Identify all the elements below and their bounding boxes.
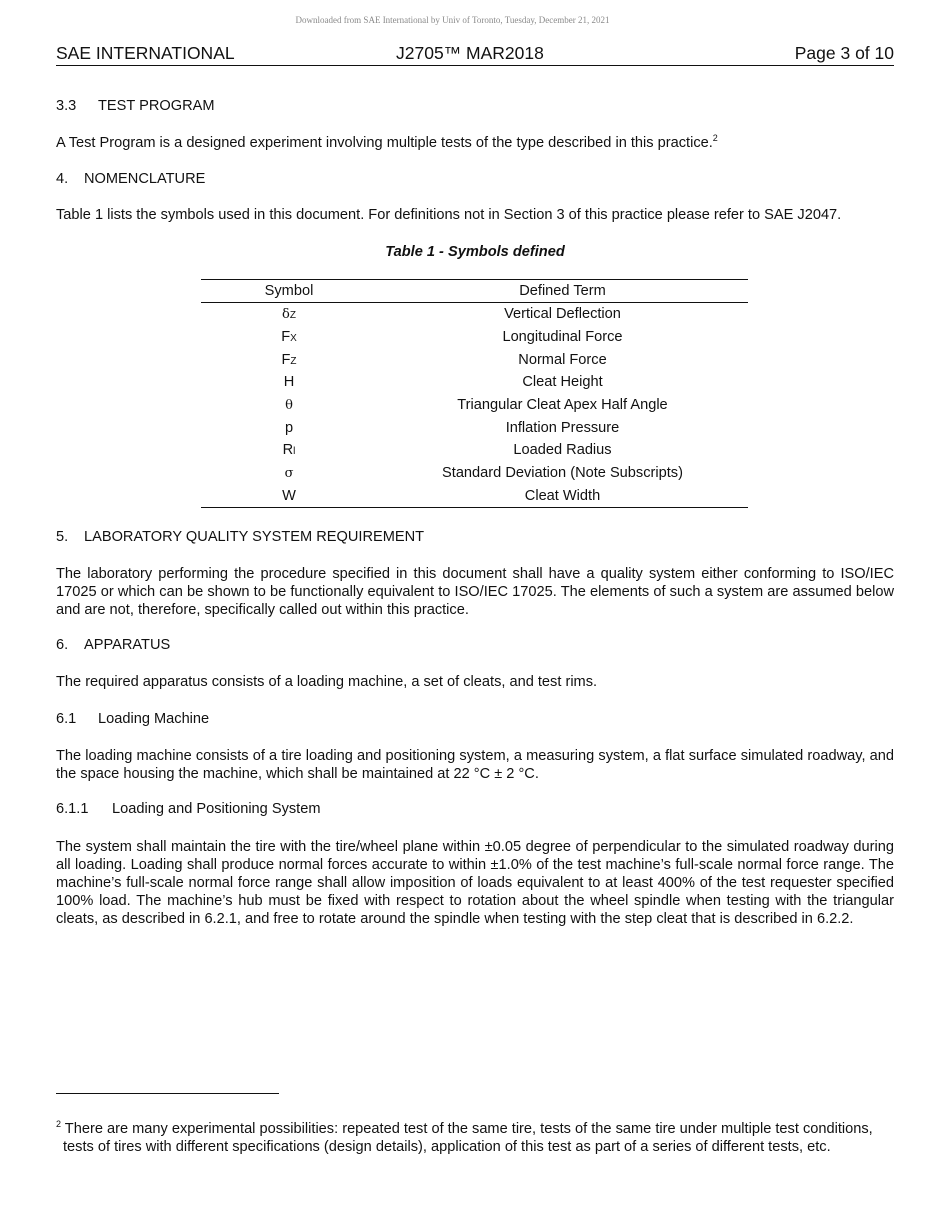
- section-title: Loading Machine: [98, 711, 210, 727]
- paragraph-text: A Test Program is a designed experiment involving multiple tests of the type described in this practice.: [56, 135, 713, 151]
- section-number: 6.1.1: [56, 801, 89, 817]
- section-number: 3.3: [56, 98, 77, 114]
- symbol-cell: [201, 371, 377, 394]
- footnote-text: There are many experimental possibilities: repeated test of the same tire, tests of the same tire under multiple test conditions, tests of tires with different specifications (design details), application of this test as part of a series of different tests, etc.: [61, 1121, 873, 1155]
- footnote: [56, 1120, 894, 1156]
- symbol-glyph: θ: [285, 398, 293, 414]
- symbol-cell: [201, 485, 377, 508]
- term-cell: Cleat Height: [522, 374, 603, 391]
- symbol-glyph: p: [284, 419, 294, 436]
- section-5-body: The laboratory performing the procedure specified in this document shall have a quality system either conforming to ISO/IEC 17025 or which can be shown to be functionally equivalent to ISO/IEC 17025. The elements of such a system are assumed below and are not, therefore, specifically called out within this practice.: [56, 566, 894, 618]
- section-6-body: The required apparatus consists of a loading machine, a set of cleats, and test rims.: [56, 674, 598, 690]
- section-number: 5.: [56, 529, 69, 545]
- symbols-table: [201, 279, 748, 508]
- symbol-cell: [201, 394, 377, 417]
- term-cell: Triangular Cleat Apex Half Angle: [457, 397, 668, 414]
- header-page-number: Page 3 of 10: [794, 43, 894, 63]
- symbol-subscript: Z: [289, 310, 296, 322]
- symbol-cell: [201, 303, 377, 326]
- section-number: 4.: [56, 171, 69, 187]
- table-row: [201, 462, 748, 485]
- section-title: LABORATORY QUALITY SYSTEM REQUIREMENT: [84, 529, 425, 545]
- table-row: [201, 485, 748, 508]
- table-header-symbol: Symbol: [201, 280, 377, 303]
- symbol-cell: [201, 416, 377, 439]
- term-cell: Cleat Width: [377, 485, 748, 508]
- section-title: NOMENCLATURE: [84, 171, 206, 187]
- section-3-3-heading: [56, 98, 215, 114]
- symbol-glyph: δ: [282, 307, 290, 323]
- term-cell: Standard Deviation (Note Subscripts): [442, 465, 683, 482]
- symbol-cell: [201, 462, 377, 485]
- section-6-1-1-body: The system shall maintain the tire with the tire/wheel plane within ±0.05 degree of perpendicular to the simulated roadway during all loading. Loading shall produce normal forces accurate to within ±1.0% of the test machine’s full-scale normal force range. The machine’s full-scale normal force range shall allow imposition of loads equivalent to at least 400% of the test requester specified 100% load. The machine’s hub must be fixed with respect to rotation about the wheel spindle when testing with the triangular cleats, as described in 6.2.1, and free to rotate around the spindle when testing with the step cleat that is described in 6.2.2.: [56, 839, 894, 927]
- section-3-3-body: [56, 135, 718, 151]
- table-row: [201, 416, 748, 439]
- table-row: [201, 303, 748, 326]
- symbol-glyph: σ: [284, 466, 294, 482]
- footnote-separator: [56, 1093, 279, 1094]
- term-cell: Normal Force: [518, 351, 607, 368]
- table-caption: Table 1 - Symbols defined: [385, 244, 565, 260]
- page-header: [56, 43, 894, 66]
- section-4-body: Table 1 lists the symbols used in this document. For definitions not in Section 3 of this practice please refer to SAE J2047.: [56, 207, 842, 223]
- section-title: TEST PROGRAM: [98, 98, 215, 114]
- section-number: 6.: [56, 637, 69, 653]
- section-6-heading: [56, 637, 170, 653]
- symbol-subscript: X: [290, 333, 297, 345]
- symbol-cell: [201, 439, 377, 462]
- table-row: [201, 371, 748, 394]
- section-title: Loading and Positioning System: [112, 801, 321, 817]
- header-doc-id: J2705™ MAR2018: [396, 43, 544, 63]
- section-5-heading: [56, 529, 424, 545]
- table-row: [201, 348, 748, 371]
- table-row: [201, 326, 748, 349]
- term-cell: Longitudinal Force: [502, 329, 623, 346]
- header-org: SAE INTERNATIONAL: [56, 43, 235, 63]
- symbol-glyph: H: [283, 374, 295, 391]
- section-number: 6.1: [56, 711, 77, 727]
- section-title: APPARATUS: [84, 637, 171, 653]
- footnote-mark: 2: [56, 1119, 62, 1130]
- term-cell: Loaded Radius: [513, 442, 612, 459]
- symbol-subscript: l: [293, 446, 296, 458]
- symbol-glyph: W: [282, 487, 296, 504]
- section-4-heading: [56, 171, 205, 187]
- symbol-glyph: F: [281, 329, 291, 346]
- symbol-cell: [201, 326, 377, 349]
- term-cell: Vertical Deflection: [504, 306, 621, 323]
- section-6-1-body: The loading machine consists of a tire loading and positioning system, a measuring system, a flat surface simulated roadway, and the space housing the machine, which shall be maintained at 22 °C ± 2 °C.: [56, 748, 894, 782]
- symbol-cell: [201, 348, 377, 371]
- symbol-glyph: F: [281, 351, 291, 368]
- symbol-glyph: R: [282, 442, 294, 459]
- section-6-1-heading: [56, 711, 209, 727]
- section-6-1-1-heading: [56, 801, 321, 817]
- table-row: [201, 394, 748, 417]
- term-cell: Inflation Pressure: [505, 419, 620, 436]
- footnote-reference[interactable]: 2: [712, 133, 718, 144]
- download-notice: Downloaded from SAE International by Univ of Toronto, Tuesday, December 21, 2021: [295, 15, 610, 25]
- symbol-subscript: Z: [290, 355, 297, 367]
- table-row: [201, 439, 748, 462]
- table-header-term: Defined Term: [377, 280, 748, 303]
